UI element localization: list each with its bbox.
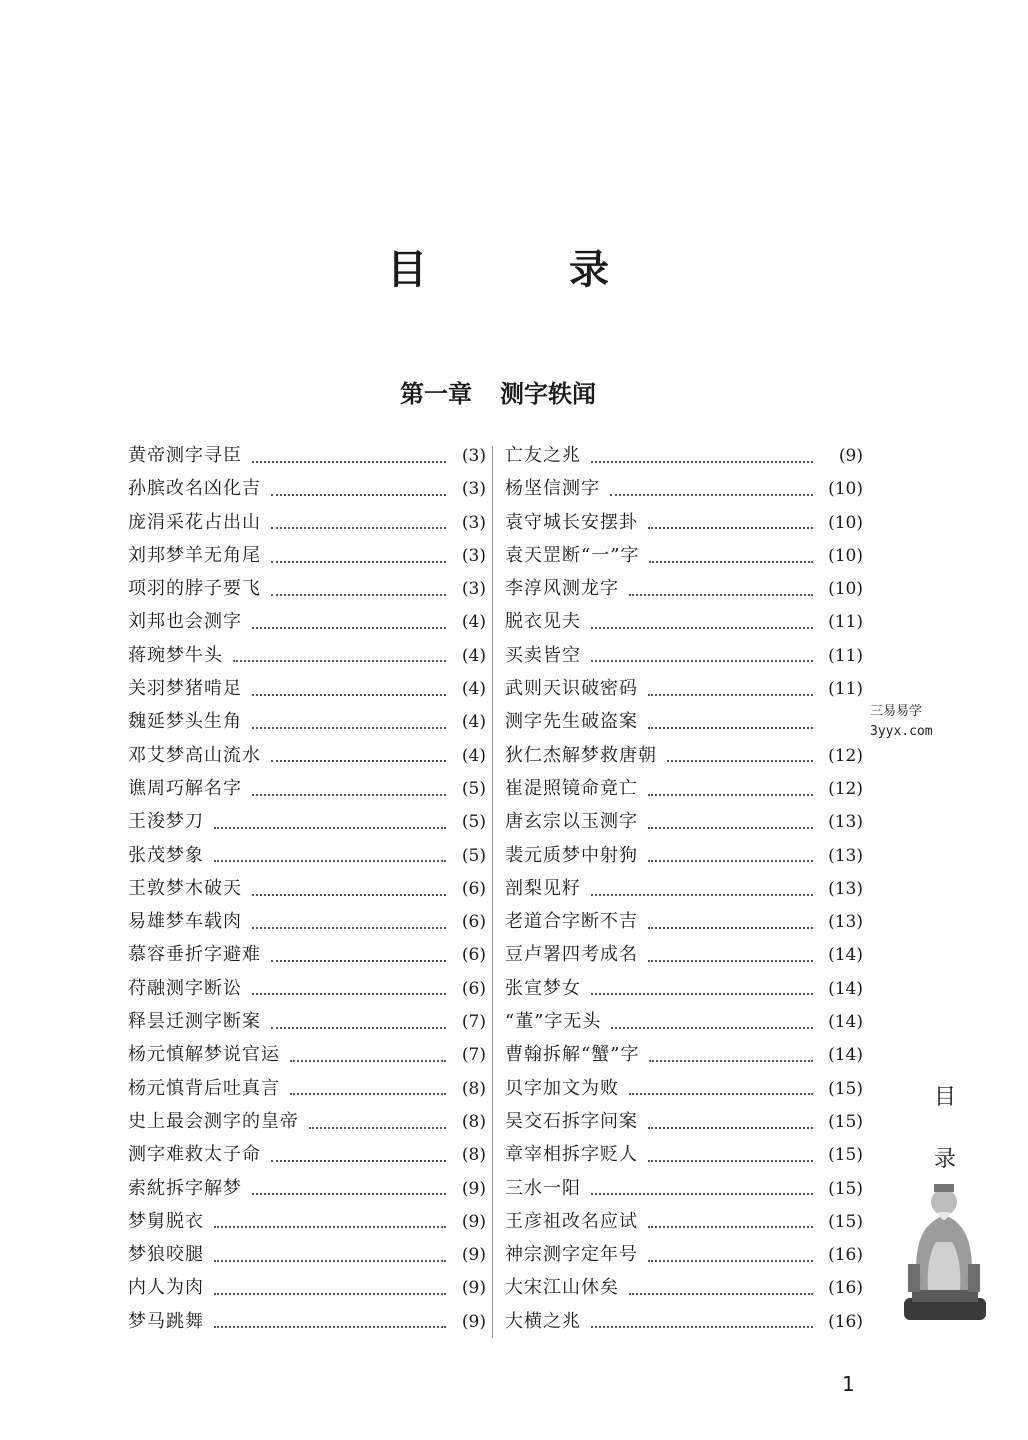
toc-entry [128, 807, 486, 840]
toc-entry-page: (10) [828, 479, 863, 500]
toc-entry-title: 王浚梦刀 [128, 811, 204, 833]
toc-entry-title: 三水一阳 [505, 1177, 581, 1199]
leader-dots [252, 627, 446, 629]
leader-dots [271, 494, 446, 496]
toc-entry-page: (16) [828, 1245, 863, 1266]
leader-dots [648, 727, 813, 729]
toc-entry-page: (13) [828, 845, 863, 866]
toc-entry [128, 1007, 486, 1040]
leader-dots [649, 1060, 813, 1062]
toc-entry-page: (11) [828, 645, 863, 666]
toc-entry-page: (16) [828, 1311, 863, 1332]
toc-entry-title: 亡友之兆 [505, 445, 581, 466]
toc-entry-title: 索紞拆字解梦 [128, 1177, 242, 1199]
toc-entry-title: 刘邦梦羊无角尾 [128, 544, 261, 566]
leader-dots [233, 660, 446, 662]
toc-entry-page: (12) [828, 745, 863, 766]
toc-entry [505, 1107, 863, 1140]
leader-dots [610, 494, 813, 496]
toc-entry-page: (15) [828, 1078, 863, 1099]
toc-entry-page: (6) [461, 912, 486, 933]
toc-entry [505, 1207, 863, 1240]
toc-entry-page: (6) [461, 978, 486, 999]
leader-dots [648, 1226, 813, 1228]
toc-entry-title: 豆卢署四考成名 [505, 944, 638, 966]
toc-entry-title: 苻融测字断讼 [128, 977, 242, 999]
toc-entry [128, 1207, 486, 1240]
toc-entry-page: (3) [461, 446, 486, 466]
toc-entry [505, 741, 863, 774]
toc-entry-title: 杨元慎解梦说官运 [128, 1044, 280, 1066]
toc-column-right [505, 441, 863, 1340]
leader-dots [648, 860, 813, 862]
toc-entry [128, 741, 486, 774]
leader-dots [214, 827, 446, 829]
toc-entry-title: 吴交石拆字问案 [505, 1110, 638, 1132]
leader-dots [648, 827, 813, 829]
leader-dots [648, 1260, 813, 1262]
toc-entry-title: 袁守城长安摆卦 [505, 511, 638, 533]
leader-dots [271, 760, 446, 762]
leader-dots [271, 527, 446, 529]
leader-dots [271, 1027, 446, 1029]
toc-entry-title: 李淳风测龙字 [505, 578, 619, 600]
leader-dots [214, 1260, 446, 1262]
toc-entry [505, 541, 863, 574]
toc-entry-title: 剖梨见籽 [505, 877, 581, 899]
side-mark-char-2: 录 [934, 1147, 957, 1172]
toc-entry-page: (11) [828, 679, 863, 700]
toc-entry [128, 1074, 486, 1107]
watermark-line-1: 三易易学 [870, 704, 923, 719]
toc-entry-title: 内人为肉 [128, 1277, 204, 1299]
toc-entry [128, 607, 486, 640]
leader-dots [591, 1326, 813, 1328]
toc-entry-title: 庞涓采花占出山 [128, 511, 261, 533]
leader-dots [309, 1127, 446, 1129]
toc-entry [505, 841, 863, 874]
leader-dots [667, 760, 813, 762]
toc-entry-page: (7) [461, 1012, 486, 1033]
toc-entry-title: 买卖皆空 [505, 644, 581, 666]
chapter-heading [0, 374, 996, 409]
toc-entry-page: (10) [828, 579, 863, 600]
chapter-number: 第一章 [400, 379, 472, 408]
toc-column-left [128, 441, 486, 1340]
toc-entry-title: 张宣梦女 [505, 977, 581, 999]
toc-entry [128, 1174, 486, 1207]
leader-dots [252, 894, 446, 896]
toc-entry [128, 474, 486, 507]
toc-entry [128, 1240, 486, 1273]
toc-entry-title: 测字先生破盗案 [505, 711, 638, 733]
toc-entry-page: (9) [461, 1178, 486, 1199]
toc-entry-page: (15) [828, 1111, 863, 1132]
leader-dots [648, 927, 813, 929]
toc-entry-page: (8) [461, 1078, 486, 1099]
toc-entry-title: 蒋琬梦牛头 [128, 644, 223, 666]
toc-entry-page: (4) [461, 745, 486, 766]
toc-entry-title: 孙膑改名凶化吉 [128, 478, 261, 500]
toc-entry-page: (6) [461, 945, 486, 966]
toc-entry-title: 大横之兆 [505, 1310, 581, 1332]
toc-entry [128, 874, 486, 907]
toc-entry-title: 梦狼咬腿 [128, 1244, 204, 1266]
toc-entry [128, 774, 486, 807]
toc-entry [505, 1307, 863, 1340]
toc-entry-title: 释昙迁测字断案 [128, 1011, 261, 1033]
toc-entry-page: (4) [461, 679, 486, 700]
toc-entry-title: 大宋江山休矣 [505, 1277, 619, 1299]
toc-entry-title: “董”字无头 [505, 1011, 602, 1033]
toc-entry-page: (13) [828, 912, 863, 933]
toc-entry [128, 541, 486, 574]
toc-entry-page: (5) [461, 778, 486, 799]
toc-entry-title: 慕容垂折字避难 [128, 944, 261, 966]
leader-dots [290, 1093, 446, 1095]
toc-entry [505, 674, 863, 707]
statue-figure-image [898, 1168, 990, 1330]
leader-dots [648, 527, 813, 529]
toc-entry-page: (14) [828, 1012, 863, 1033]
toc-entry-page: (9) [461, 1311, 486, 1332]
toc-entry-page: (9) [461, 1211, 486, 1232]
toc-entry [505, 974, 863, 1007]
toc-entry-title: 项羽的脖子要飞 [128, 578, 261, 600]
toc-entry-page: (10) [828, 545, 863, 566]
toc-entry [128, 940, 486, 973]
toc-entry-page: (3) [461, 545, 486, 566]
leader-dots [591, 660, 813, 662]
toc-entry-title: 贝字加文为败 [505, 1077, 619, 1099]
toc-entry-page: (15) [828, 1178, 863, 1199]
leader-dots [271, 594, 446, 596]
toc-entry [128, 841, 486, 874]
toc-entry-title: 测字难救太子命 [128, 1144, 261, 1166]
page-number: 1 [842, 1372, 855, 1396]
toc-entry [505, 1240, 863, 1273]
leader-dots [271, 960, 446, 962]
toc-entry [505, 1040, 863, 1073]
leader-dots [252, 927, 446, 929]
leader-dots [252, 1193, 446, 1195]
leader-dots [648, 694, 813, 696]
toc-entry [128, 1040, 486, 1073]
toc-entry [128, 674, 486, 707]
leader-dots [611, 1027, 813, 1029]
toc-entry-page: (5) [461, 812, 486, 833]
toc-entry [128, 1273, 486, 1306]
toc-entry-page: (14) [828, 945, 863, 966]
leader-dots [252, 694, 446, 696]
toc-entry-title: 易雄梦车载肉 [128, 911, 242, 933]
toc-entry [505, 907, 863, 940]
leader-dots [252, 993, 446, 995]
toc-entry-title: 唐玄宗以玉测字 [505, 811, 638, 833]
toc-entry-page: (16) [828, 1278, 863, 1299]
toc-entry [505, 1140, 863, 1173]
toc-entry [128, 441, 486, 474]
chapter-name: 测字轶闻 [500, 379, 596, 408]
toc-entry [505, 1074, 863, 1107]
toc-entry [505, 774, 863, 807]
toc-entry [505, 508, 863, 541]
toc-entry-page: (3) [461, 512, 486, 533]
toc-entry-page: (15) [828, 1145, 863, 1166]
toc-entry [505, 574, 863, 607]
toc-entry [128, 1140, 486, 1173]
toc-entry-title: 王彦祖改名应试 [505, 1210, 638, 1232]
toc-entry-title: 杨坚信测字 [505, 478, 600, 500]
toc-entry-page: (4) [461, 712, 486, 733]
toc-entry [505, 607, 863, 640]
toc-entry [505, 1174, 863, 1207]
toc-entry-title: 王敦梦木破天 [128, 877, 242, 899]
toc-entry-page: (9) [461, 1278, 486, 1299]
toc-entry-title: 崔湜照镜命竟亡 [505, 777, 638, 799]
toc-entry [128, 508, 486, 541]
leader-dots [591, 1193, 813, 1195]
toc-entry-page: (6) [461, 878, 486, 899]
toc-entry-page: (14) [828, 978, 863, 999]
toc-entry-page: (9) [461, 1245, 486, 1266]
toc-entry-title: 老道合字断不吉 [505, 911, 638, 933]
toc-entry [128, 974, 486, 1007]
column-divider [492, 446, 493, 1338]
toc-entry [128, 1307, 486, 1340]
leader-dots [214, 1326, 446, 1328]
toc-entry-page: (3) [461, 579, 486, 600]
toc-entry [505, 874, 863, 907]
leader-dots [252, 727, 446, 729]
watermark [870, 702, 933, 742]
toc-entry-page: (12) [828, 778, 863, 799]
toc-entry [505, 1273, 863, 1306]
toc-entry-title: 狄仁杰解梦救唐朝 [505, 744, 657, 766]
toc-entry-title: 谯周巧解名字 [128, 777, 242, 799]
toc-entry-title: 邓艾梦高山流水 [128, 744, 261, 766]
toc-entry-title: 脱衣见夫 [505, 611, 581, 633]
toc-entry-title: 曹翰拆解“蟹”字 [505, 1044, 640, 1066]
toc-entry [505, 1007, 863, 1040]
toc-entry-title: 裴元质梦中射狗 [505, 844, 638, 866]
toc-entry-title: 魏延梦头生角 [128, 711, 242, 733]
toc-entry [505, 641, 863, 674]
toc-entry [505, 940, 863, 973]
toc-entry-title: 梦马跳舞 [128, 1310, 204, 1332]
leader-dots [271, 1160, 446, 1162]
toc-entry [128, 641, 486, 674]
toc-entry-page: (14) [828, 1045, 863, 1066]
leader-dots [591, 627, 813, 629]
toc-entry-title: 张茂梦象 [128, 844, 204, 866]
toc-entry-title: 刘邦也会测字 [128, 611, 242, 633]
toc-entry-page: (4) [461, 612, 486, 633]
toc-entry-title: 章宰相拆字贬人 [505, 1144, 638, 1166]
leader-dots [271, 561, 446, 563]
leader-dots [252, 794, 446, 796]
toc-entry-page: (5) [461, 845, 486, 866]
leader-dots [649, 561, 813, 563]
toc-entry-title: 梦舅脱衣 [128, 1210, 204, 1232]
toc-entry-title: 关羽梦猪啃足 [128, 678, 242, 700]
toc-entry [505, 807, 863, 840]
side-mark-char-1: 目 [934, 1085, 957, 1110]
leader-dots [648, 1127, 813, 1129]
toc-entry [128, 1107, 486, 1140]
toc-entry-title: 武则天识破密码 [505, 678, 638, 700]
toc-entry [128, 574, 486, 607]
leader-dots [214, 1293, 446, 1295]
leader-dots [648, 794, 813, 796]
toc-entry-title: 神宗测字定年号 [505, 1244, 638, 1266]
page-title: 目 录 [387, 247, 673, 293]
toc-entry-page: (3) [461, 479, 486, 500]
leader-dots [214, 1226, 446, 1228]
leader-dots [290, 1060, 446, 1062]
toc-entry-page: (8) [461, 1145, 486, 1166]
toc-entry [505, 441, 863, 474]
toc-entry-page: (10) [828, 512, 863, 533]
toc-entry-page: (15) [828, 1211, 863, 1232]
leader-dots [629, 1093, 813, 1095]
toc-entry-page: (7) [461, 1045, 486, 1066]
leader-dots [629, 594, 813, 596]
leader-dots [214, 860, 446, 862]
leader-dots [629, 1293, 813, 1295]
toc-entry-page: (13) [828, 812, 863, 833]
watermark-line-2: 3yyx.com [870, 724, 933, 739]
leader-dots [648, 960, 813, 962]
leader-dots [591, 461, 813, 463]
toc-entry [128, 907, 486, 940]
toc-entry-page: (4) [461, 645, 486, 666]
leader-dots [252, 461, 446, 463]
leader-dots [648, 1160, 813, 1162]
leader-dots [591, 894, 813, 896]
toc-entry [505, 707, 863, 740]
leader-dots [591, 993, 813, 995]
toc-entry [128, 707, 486, 740]
toc-entry-page: (8) [461, 1111, 486, 1132]
toc-entry-title: 袁天罡断“一”字 [505, 544, 640, 566]
toc-entry-page: (13) [828, 878, 863, 899]
toc-entry [505, 474, 863, 507]
toc-entry-page: (11) [828, 612, 863, 633]
toc-entry-title: 杨元慎背后吐真言 [128, 1077, 280, 1099]
toc-entry-title: 黄帝测字寻臣 [128, 445, 242, 466]
toc-entry-page: (9) [838, 446, 863, 466]
toc-entry-title: 史上最会测字的皇帝 [128, 1110, 299, 1132]
